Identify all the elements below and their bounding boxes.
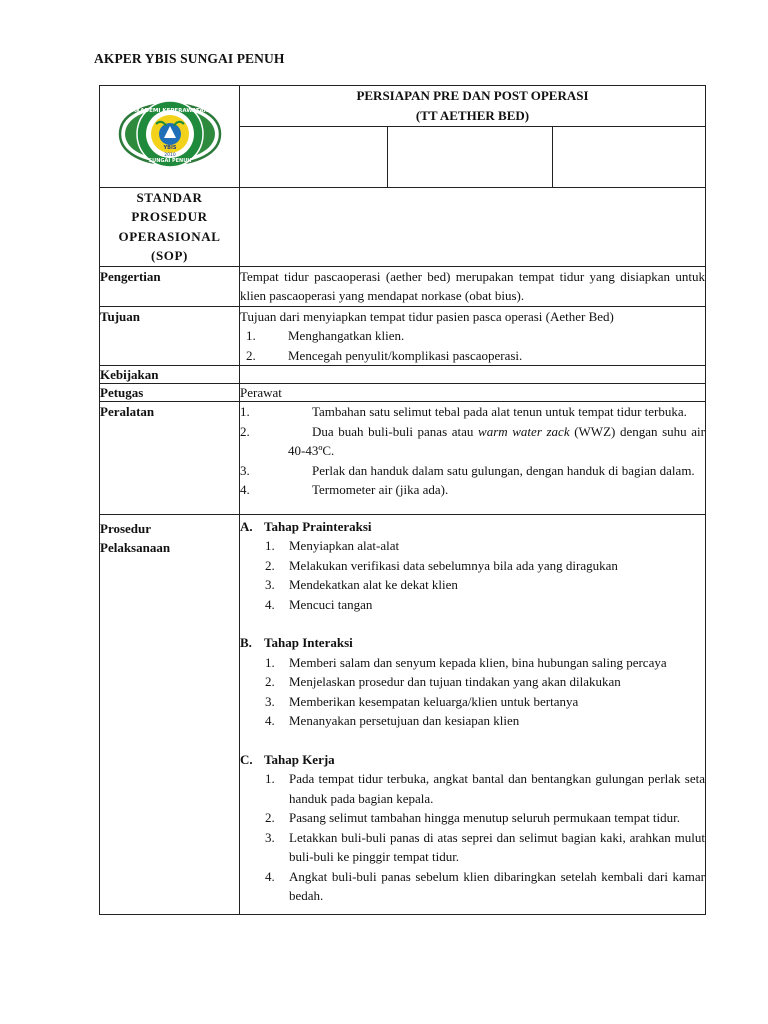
list-item [240, 402, 705, 422]
list-item [240, 808, 705, 828]
label-kebijakan: Kebijakan [100, 366, 240, 384]
list-item [240, 536, 705, 556]
item-text: Memberi salam dan senyum kepada klien, bina hubungan saling percaya [289, 654, 667, 670]
item-text: Tambahan satu selimut tebal pada alat tenun untuk tempat tidur terbuka. [312, 404, 687, 419]
list-item [240, 867, 705, 906]
item-text: Pada tempat tidur terbuka, angkat bantal dan bentangkan gulungan perlak seta handuk pada bagian kepala. [289, 771, 705, 806]
logo-bottom-text: SUNGAI PENUH [148, 158, 192, 164]
pengertian-text: Tempat tidur pascaoperasi (aether bed) merupakan tempat tidur yang disiapkan untuk klien pascaoperasi yang mendapat norkase (obat bius). [240, 266, 706, 306]
institution-logo [100, 86, 240, 181]
item-text: Angkat buli-buli panas sebelum klien dibaringkan setelah kembali dari kamar bedah. [289, 868, 705, 903]
list-item [240, 769, 705, 808]
item-text-italic: warm water zack [478, 423, 570, 439]
petugas-text: Perawat [240, 384, 706, 402]
item-text: Termometer air (jika ada). [312, 482, 449, 497]
logo-year: 2010 [164, 153, 176, 158]
label-pengertian: Pengertian [100, 266, 240, 306]
section-c-list [240, 769, 705, 906]
sop-label-line: PROSEDUR [131, 209, 208, 224]
list-item [240, 461, 705, 481]
document-title: PERSIAPAN PRE DAN POST OPERASI [356, 88, 589, 103]
item-number: 3. [240, 462, 250, 478]
label-prosedur-line1: Prosedur [100, 520, 152, 536]
item-number: 3. [265, 693, 275, 709]
label-tujuan: Tujuan [100, 306, 240, 366]
item-number: 1. [265, 771, 275, 786]
item-text: Dua buah buli-buli panas atau [312, 423, 479, 439]
list-item [240, 595, 705, 615]
list-item [240, 692, 705, 712]
section-title: Tahap Prainteraksi [264, 518, 372, 534]
item-number: 1. [265, 654, 275, 670]
item-text: Menyiapkan alat-alat [289, 538, 400, 553]
peralatan-content [240, 402, 706, 515]
item-number: 4. [265, 868, 275, 884]
section-a-list [240, 536, 705, 614]
logo-middle-text: YBIS [163, 145, 177, 151]
sop-blank-cell [240, 187, 706, 266]
list-item [240, 828, 705, 867]
list-item [240, 346, 705, 366]
item-number: 4. [240, 482, 250, 497]
logo-top-text: AKADEMI KEPERAWATAN [131, 108, 209, 114]
sop-label-line: STANDAR [136, 189, 203, 205]
item-number: 2. [265, 557, 275, 573]
list-item [240, 326, 705, 346]
section-title: Tahap Interaksi [264, 635, 353, 650]
section-letter: C. [240, 751, 253, 767]
section-heading [240, 750, 705, 770]
item-text: Letakkan buli-buli panas di atas seprei dan selimut bagian kaki, arahkan mulut buli-buli ke pinggir tempat tidur. [289, 829, 705, 864]
item-text: Menghangatkan klien. [288, 328, 405, 343]
item-number: 3. [265, 577, 275, 592]
tujuan-list [240, 326, 705, 365]
list-item [240, 480, 705, 500]
item-number: 1. [240, 404, 250, 419]
label-prosedur-line2: Pelaksanaan [100, 540, 171, 555]
label-peralatan: Peralatan [100, 402, 240, 515]
info-cell-3 [553, 126, 706, 187]
item-number: 2. [246, 347, 256, 363]
document-title-cell [240, 86, 706, 127]
sop-label-line: OPERASIONAL [118, 228, 221, 244]
section-letter: A. [240, 518, 253, 534]
list-item [240, 422, 705, 461]
item-text: Mencuci tangan [289, 596, 373, 612]
tujuan-content [240, 306, 706, 366]
section-letter: B. [240, 635, 252, 650]
info-cell-2 [388, 126, 553, 187]
item-number: 4. [265, 596, 275, 612]
list-item [240, 556, 705, 576]
sop-table [99, 85, 706, 915]
item-number: 2. [265, 810, 275, 825]
prosedur-content [240, 514, 706, 914]
label-petugas: Petugas [100, 384, 240, 402]
item-text: Perlak dan handuk dalam satu gulungan, dengan handuk di bagian dalam. [312, 462, 695, 478]
document-subtitle: (TT AETHER BED) [415, 107, 530, 123]
peralatan-list [240, 402, 705, 500]
list-item [240, 711, 705, 731]
list-item [240, 653, 705, 673]
list-item [240, 672, 705, 692]
item-number: 1. [265, 538, 275, 553]
item-number: 1. [246, 328, 256, 343]
sop-label-cell [100, 187, 240, 266]
item-text: Memberikan kesempatan keluarga/klien untuk bertanya [289, 693, 579, 709]
list-item [240, 575, 705, 595]
item-text: Menjelaskan prosedur dan tujuan tindakan yang akan dilakukan [289, 674, 621, 689]
item-text: Mendekatkan alat ke dekat klien [289, 577, 458, 592]
sop-label-line: (SOP) [151, 248, 188, 263]
section-b-list [240, 653, 705, 731]
section-heading [240, 633, 705, 653]
item-text: Pasang selimut tambahan hingga menutup seluruh permukaan tempat tidur. [289, 810, 680, 825]
item-number: 2. [240, 423, 250, 439]
item-text: Mencegah penyulit/komplikasi pascaoperasi. [288, 347, 523, 363]
section-title: Tahap Kerja [264, 751, 335, 767]
item-text: (WWZ) dengan suhu air 40-43ºC. [288, 423, 705, 458]
info-cell-1 [240, 126, 388, 187]
kebijakan-text [240, 366, 706, 384]
institution-name: AKPER YBIS SUNGAI PENUH [94, 51, 285, 66]
item-text: Menanyakan persetujuan dan kesiapan klien [289, 713, 520, 728]
item-number: 3. [265, 829, 275, 845]
item-text: Melakukan verifikasi data sebelumnya bila ada yang diragukan [289, 557, 618, 573]
label-prosedur [100, 514, 240, 914]
section-heading [240, 517, 705, 537]
logo-cell [100, 86, 240, 188]
item-number: 4. [265, 713, 275, 728]
tujuan-intro: Tujuan dari menyiapkan tempat tidur pasien pasca operasi (Aether Bed) [240, 308, 614, 324]
item-number: 2. [265, 674, 275, 689]
